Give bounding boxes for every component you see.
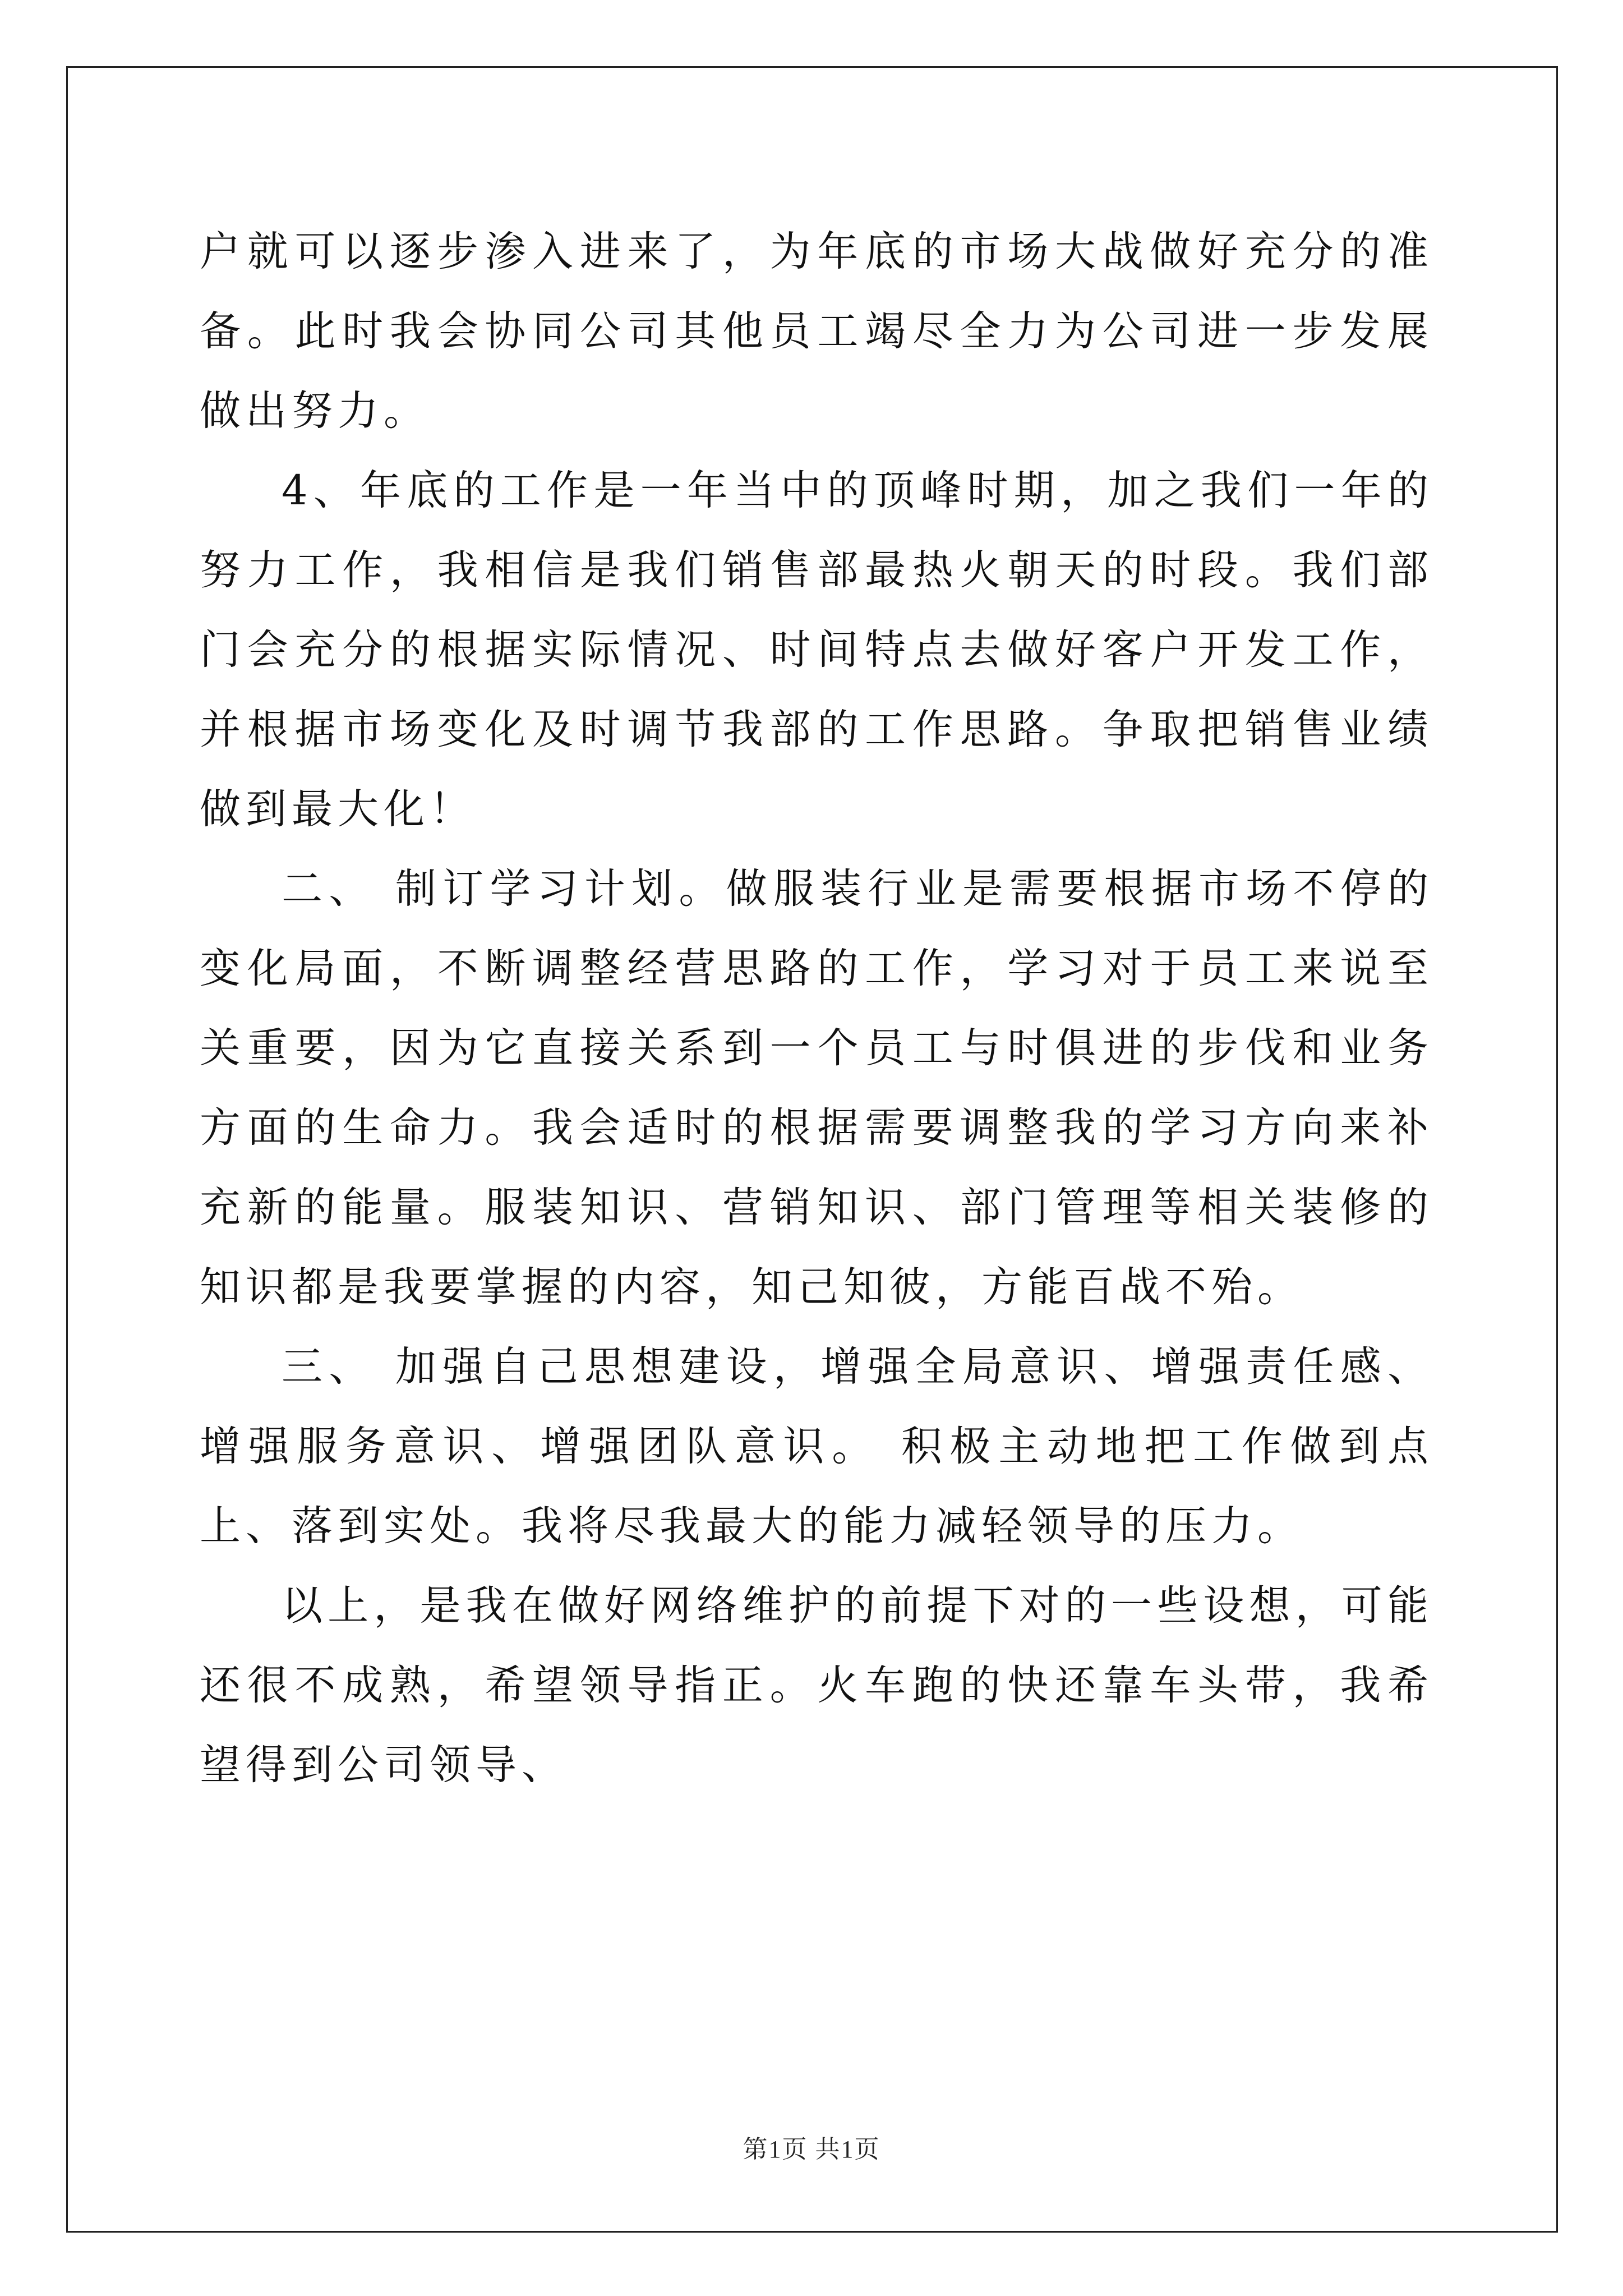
paragraph-1: 户就可以逐步渗入进来了，为年底的市场大战做好充分的准备。此时我会协同公司其他员工竭尽全力为公司进一步发展做出努力。	[200, 228, 1433, 435]
page-footer: 第1页 共1页	[743, 2136, 880, 2163]
paragraph-2: 4、年底的工作是一年当中的顶峰时期，加之我们一年的努力工作，我相信是我们销售部最热火朝天的时段。我们部门会充分的根据实际情况、时间特点去做好客户开发工作，并根据市场变化及时调节我部的工作思路。争取把销售业绩做到最大化！	[200, 467, 1433, 833]
document-body	[200, 212, 1433, 1805]
paragraph-4: 三、 加强自己思想建设，增强全局意识、增强责任感、增强服务意识、增强团队意识。 积极主动地把工作做到点上、落到实处。我将尽我最大的能力减轻领导的压力。	[200, 1343, 1433, 1550]
paragraph-3: 二、 制订学习计划。做服装行业是需要根据市场不停的变化局面，不断调整经营思路的工作，学习对于员工来说至关重要，因为它直接关系到一个员工与时俱进的步伐和业务方面的生命力。我会适时的根据需要调整我的学习方向来补充新的能量。服装知识、营销知识、部门管理等相关装修的知识都是我要掌握的内容，知己知彼，方能百战不殆。	[200, 865, 1433, 1311]
paragraph-5: 以上，是我在做好网络维护的前提下对的一些设想，可能还很不成熟，希望领导指正。火车跑的快还靠车头带，我希望得到公司领导、	[200, 1582, 1433, 1789]
